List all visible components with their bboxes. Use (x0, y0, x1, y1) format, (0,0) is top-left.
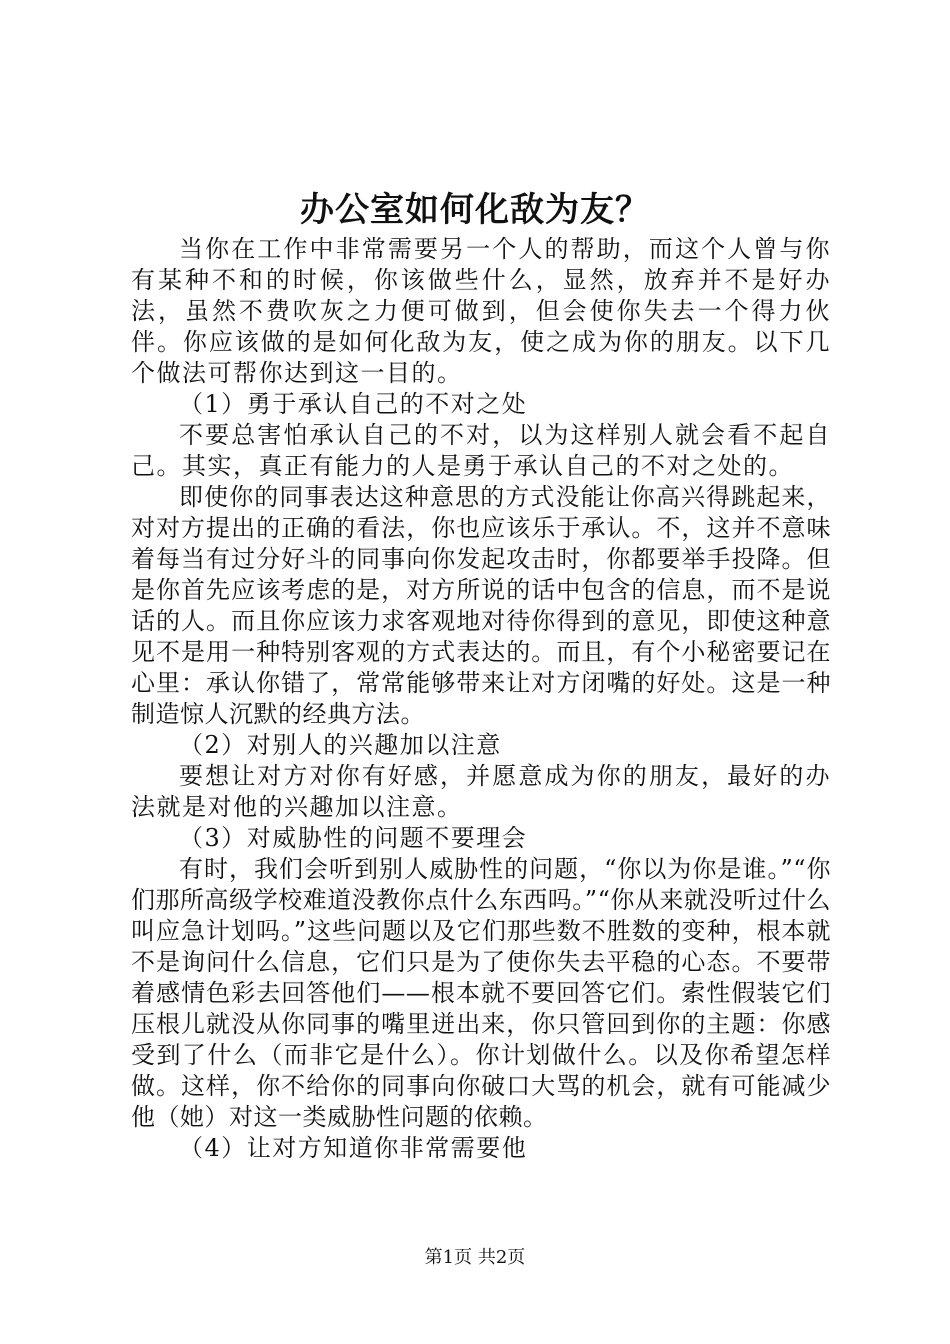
document-body (131, 234, 831, 1164)
section-3-paragraph-1: 有时，我们会听到别人威胁性的问题，“你以为你是谁。”“你们那所高级学校难道没教你点什么东西吗。”“你从来就没听过什么叫应急计划吗。”这些问题以及它们那些数不胜数的变种，根本就不是询问什么信息，它们只是为了使你失去平稳的心态。不要带着感情色彩去回答他们——根本就不要回答它们。索性假装它们压根儿就没从你同事的嘴里迸出来，你只管回到你的主题：你感受到了什么（而非它是什么）。你计划做什么。以及你希望怎样做。这样，你不给你的同事向你破口大骂的机会，就有可能减少他（她）对这一类威胁性问题的依赖。 (131, 855, 831, 1131)
section-1-paragraph-2: 即使你的同事表达这种意思的方式没能让你高兴得跳起来，对对方提出的正确的看法，你也应该乐于承认。不，这并不意味着每当有过分好斗的同事向你发起攻击时，你都要举手投降。但是你首先应该考虑的是，对方所说的话中包含的信息，而不是说话的人。而且你应该力求客观地对待你得到的意见，即使这种意见不是用一种特别客观的方式表达的。而且，有个小秘密要记在心里：承认你错了，常常能够带来让对方闭嘴的好处。这是一种制造惊人沉默的经典方法。 (131, 483, 831, 728)
intro-paragraph: 当你在工作中非常需要另一个人的帮助，而这个人曾与你有某种不和的时候，你该做些什么，显然，放弃并不是好办法，虽然不费吹灰之力便可做到，但会使你失去一个得力伙伴。你应该做的是如何化敌为友，使之成为你的朋友。以下几个做法可帮你达到这一目的。 (131, 235, 831, 387)
section-heading-1: （1）勇于承认自己的不对之处 (179, 390, 528, 418)
page-title: 办公室如何化敌为友？ (300, 190, 650, 230)
section-heading-2: （2）对别人的兴趣加以注意 (179, 731, 502, 759)
section-heading-3: （3）对威胁性的问题不要理会 (179, 824, 528, 852)
page-footer: 第1页 共2页 (424, 1247, 526, 1268)
section-1-paragraph-1: 不要总害怕承认自己的不对，以为这样别人就会看不起自己。其实，真正有能力的人是勇于承认自己的不对之处的。 (131, 421, 831, 480)
section-heading-4: （4）让对方知道你非常需要他 (179, 1134, 528, 1162)
section-2-paragraph-1: 要想让对方对你有好感，并愿意成为你的朋友，最好的办法就是对他的兴趣加以注意。 (131, 762, 831, 821)
